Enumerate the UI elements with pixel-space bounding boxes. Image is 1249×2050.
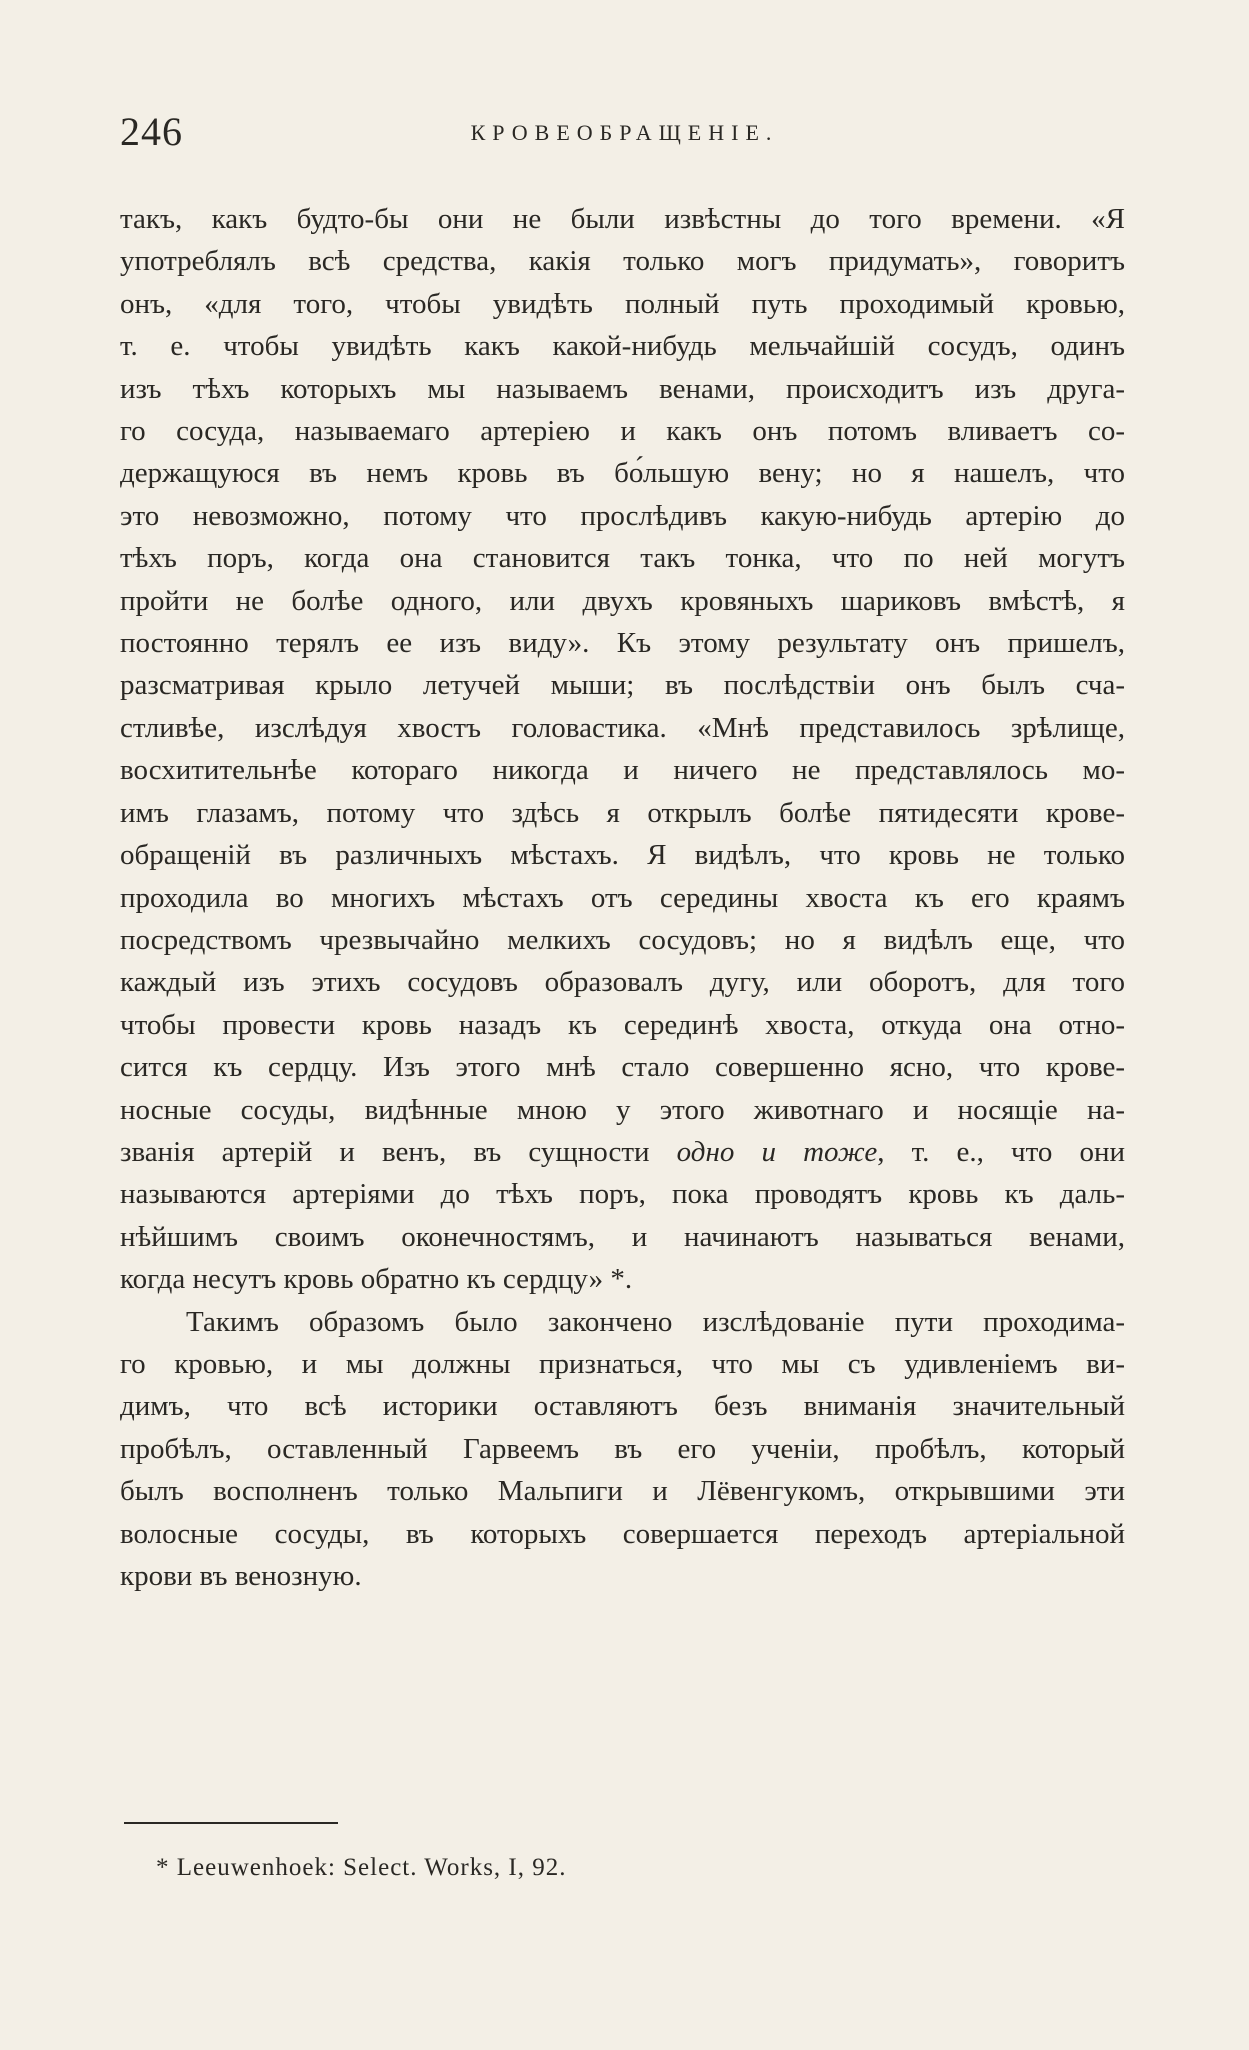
text-line: т. е. чтобы увидѣть какъ какой-нибудь мельчайшій сосудъ, одинъ (120, 330, 1125, 363)
text-line: восхитительнѣе котораго никогда и ничего не представлялось мо- (120, 754, 1125, 787)
text-line: посредствомъ чрезвычайно мелкихъ сосудовъ; но я видѣлъ еще, что (120, 923, 1125, 956)
text-line: такъ, какъ будто-бы они не были извѣстны до того времени. «Я (120, 203, 1125, 235)
text-line: держащуюся въ немъ кровь въ бо́льшую вену; но я нашелъ, что (120, 457, 1125, 490)
text-line: изъ тѣхъ которыхъ мы называемъ венами, происходитъ изъ друга- (120, 372, 1125, 405)
text-line: это невозможно, потому что прослѣдивъ какую-нибудь артерію до (120, 499, 1125, 532)
text-line: чтобы провести кровь назадъ къ серединѣ хвоста, откуда она отно- (120, 1008, 1125, 1041)
page-number: 246 (120, 109, 183, 154)
text-line: имъ глазамъ, потому что здѣсь я открылъ болѣе пятидесяти крове- (120, 796, 1125, 829)
text-line: носные сосуды, видѣнные мною у этого животнаго и носящіе на- (120, 1093, 1125, 1126)
text-line: го кровью, и мы должны признаться, что мы съ удивленіемъ ви- (120, 1347, 1125, 1380)
footnote: * Leeuwenhoek: Select. Works, I, 92. (156, 1854, 567, 1881)
paragraph-start-line: Такимъ образомъ было закончено изслѣдованіе пути проходима- (186, 1305, 1125, 1338)
text-line: пробѣлъ, оставленный Гарвеемъ въ его ученіи, пробѣлъ, который (120, 1432, 1125, 1465)
paragraph-end-line: когда несутъ кровь обратно къ сердцу» *. (120, 1263, 633, 1296)
text-line: волосные сосуды, въ которыхъ совершается переходъ артеріальной (120, 1517, 1125, 1550)
text-run: званія артерій и венъ, въ сущности (120, 1135, 677, 1168)
text-line: онъ, «для того, чтобы увидѣть полный путь проходимый кровью, (120, 287, 1125, 320)
text-line: разсматривая крыло летучей мыши; въ послѣдствіи онъ былъ сча- (120, 669, 1125, 702)
paragraph-end-line: крови въ венозную. (120, 1560, 362, 1592)
text-line: го сосуда, называемаго артеріею и какъ онъ потомъ вливаетъ со- (120, 415, 1125, 448)
text-line: постоянно терялъ ее изъ виду». Къ этому результату онъ пришелъ, (120, 627, 1125, 660)
italic-emphasis: одно и тоже (676, 1135, 878, 1168)
page-header (120, 108, 1129, 158)
text-line: нѣйшимъ своимъ оконечностямъ, и начинаютъ называться венами, (120, 1220, 1125, 1253)
text-line: тѣхъ поръ, когда она становится такъ тонка, что по ней могутъ (120, 542, 1125, 575)
text-run: , т. е., что они (877, 1135, 1126, 1168)
text-line: употреблялъ всѣ средства, какія только могъ придумать», говоритъ (120, 245, 1125, 278)
text-line: называются артеріями до тѣхъ поръ, пока проводятъ кровь къ даль- (120, 1178, 1125, 1211)
text-line: пройти не болѣе одного, или двухъ кровяныхъ шариковъ вмѣстѣ, я (120, 584, 1125, 617)
text-line: каждый изъ этихъ сосудовъ образовалъ дугу, или оборотъ, для того (120, 966, 1125, 999)
text-line: сится къ сердцу. Изъ этого мнѣ стало совершенно ясно, что крове- (120, 1051, 1125, 1084)
text-line: стливѣе, изслѣдуя хвостъ головастика. «Мнѣ представилось зрѣлище, (120, 711, 1125, 744)
text-line: димъ, что всѣ историки оставляютъ безъ вниманія значительный (120, 1390, 1125, 1423)
footnote-divider (124, 1822, 338, 1824)
text-line-emphasis (120, 1131, 1125, 1173)
text-line: проходила во многихъ мѣстахъ отъ середины хвоста къ его краямъ (120, 881, 1125, 914)
running-title: КРОВЕОБРАЩЕНІЕ. (470, 120, 779, 145)
text-line: былъ восполненъ только Мальпиги и Лёвенгукомъ, открывшими эти (120, 1475, 1125, 1508)
body-text (120, 198, 1125, 1597)
text-line: обращеній въ различныхъ мѣстахъ. Я видѣлъ, что кровь не только (120, 839, 1125, 872)
